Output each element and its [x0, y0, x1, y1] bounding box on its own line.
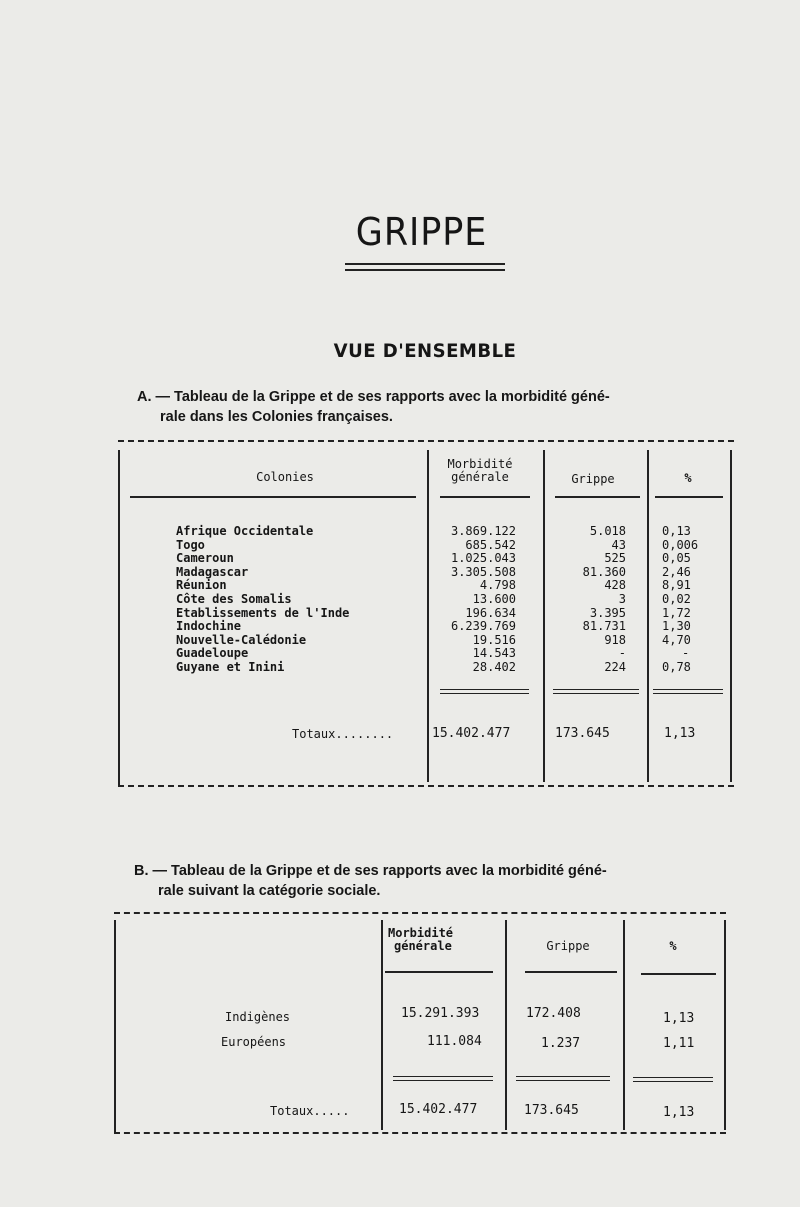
table-cell: 15.291.393 [401, 1006, 480, 1021]
table-a-header-rule-percent [655, 496, 723, 498]
title-underline-top [345, 263, 505, 265]
table-row: Etablissements de l'Inde [176, 605, 350, 620]
table-a-percent-list [662, 525, 698, 675]
table-cell: 81.360 [582, 564, 626, 579]
table-b-totaux-percent: 1,13 [663, 1105, 695, 1120]
table-a-header-rule-colonies [130, 496, 416, 498]
table-cell: 81.731 [582, 619, 626, 634]
table-a-totaux-label: Totaux........ [292, 727, 394, 741]
table-b-bottom-border [114, 1132, 726, 1134]
table-a-top-border [118, 440, 734, 442]
table-b-col-divider-3 [623, 920, 625, 1130]
table-cell: 19.516 [472, 632, 516, 647]
table-cell: 3.305.508 [450, 564, 516, 579]
table-a-total-rule-grippe [553, 689, 639, 694]
table-cell: 3 [618, 591, 626, 606]
table-b-totaux-grippe: 173.645 [524, 1103, 579, 1118]
table-cell: 2,46 [662, 564, 691, 579]
table-cell: 428 [604, 578, 626, 593]
table-a-grippe-list [548, 525, 626, 675]
table-b-header-morbidite-line2: générale [394, 939, 452, 953]
table-b-header-morbidite-line1: Morbidité [388, 926, 454, 940]
table-a-totaux-percent: 1,13 [664, 726, 696, 741]
table-row: Côte des Somalis [176, 591, 292, 606]
table-a-right-border [730, 450, 732, 782]
table-row: Guadeloupe [176, 646, 249, 661]
table-cell: 8,91 [662, 578, 691, 593]
table-row: Européens [221, 1035, 287, 1049]
table-cell: 1.237 [541, 1036, 581, 1051]
table-a-colonies-list [176, 525, 349, 675]
table-a-header-rule-morbidite [440, 496, 530, 498]
table-row: Guyane et Inini [176, 659, 285, 674]
table-cell: 5.018 [589, 524, 626, 538]
table-cell: - [618, 646, 626, 661]
table-row: Madagascar [176, 564, 249, 579]
table-row: Réunion [176, 578, 227, 593]
table-cell: 28.402 [472, 659, 516, 674]
table-cell: 0,006 [662, 537, 699, 552]
table-cell: 43 [611, 537, 626, 552]
table-b-col-divider-2 [505, 920, 507, 1130]
table-b-top-border [114, 912, 726, 914]
table-a-totaux-morbidite: 15.402.477 [432, 726, 511, 741]
table-row: Togo [176, 537, 205, 552]
table-b-total-rule-morbidite [393, 1076, 493, 1081]
table-cell: 0,13 [662, 524, 691, 538]
table-b-header-grippe: Grippe [546, 939, 590, 953]
table-cell: 4.798 [479, 578, 516, 593]
section-subtitle: VUE D'ENSEMBLE [333, 340, 517, 362]
table-row: Afrique Occidentale [176, 524, 314, 538]
table-row: Indochine [176, 619, 242, 634]
table-row: Nouvelle-Calédonie [176, 632, 307, 647]
table-a-morbidite-list [425, 525, 516, 675]
table-b-header-rule-morbidite [385, 971, 493, 973]
table-a-total-rule-percent [653, 689, 723, 694]
table-a-header-percent: % [684, 471, 692, 485]
table-row: Cameroun [176, 551, 234, 566]
table-a-header-morbidite-line2: générale [451, 470, 509, 484]
table-cell: 4,70 [662, 632, 691, 647]
table-a-col-divider-2 [543, 450, 545, 782]
table-cell: 6.239.769 [450, 619, 516, 634]
table-cell: 0,78 [662, 659, 691, 674]
table-b-col-divider-1 [381, 920, 383, 1130]
table-a-header-colonies: Colonies [256, 470, 314, 484]
table-b-totaux-morbidite: 15.402.477 [399, 1102, 478, 1117]
table-b-total-rule-percent [633, 1077, 713, 1082]
table-a-caption-line1: A. — Tableau de la Grippe et de ses rapports avec la morbidité géné- [137, 389, 610, 405]
table-b-header-rule-percent [641, 973, 716, 975]
table-cell: 1,13 [663, 1011, 695, 1026]
table-a-caption-line2: rale dans les Colonies françaises. [160, 409, 393, 425]
table-cell: 3.395 [589, 605, 626, 620]
table-a-col-divider-3 [647, 450, 649, 782]
table-cell: 196.634 [465, 605, 516, 620]
table-cell: - [682, 646, 690, 661]
table-cell: 1.025.043 [450, 551, 516, 566]
table-b-caption-line1: B. — Tableau de la Grippe et de ses rapports avec la morbidité géné- [134, 863, 607, 879]
table-b-totaux-label: Totaux..... [270, 1104, 350, 1118]
table-b-right-border [724, 920, 726, 1130]
table-b-header-rule-grippe [525, 971, 617, 973]
table-cell: 1,11 [663, 1036, 695, 1051]
table-cell: 525 [604, 551, 626, 566]
table-cell: 172.408 [526, 1006, 581, 1021]
table-row: Indigènes [225, 1010, 291, 1024]
table-cell: 1,72 [662, 605, 691, 620]
table-cell: 224 [604, 659, 626, 674]
page-title: GRIPPE [355, 210, 488, 254]
title-underline-bottom [345, 269, 505, 271]
table-b-header-percent: % [669, 939, 677, 953]
table-cell: 1,30 [662, 619, 691, 634]
table-cell: 111.084 [427, 1034, 482, 1049]
table-cell: 0,02 [662, 591, 691, 606]
table-a-header-rule-grippe [555, 496, 640, 498]
table-cell: 3.869.122 [450, 524, 516, 538]
table-cell: 918 [604, 632, 626, 647]
table-cell: 13.600 [472, 591, 516, 606]
table-cell: 685.542 [465, 537, 516, 552]
table-b-caption-line2: rale suivant la catégorie sociale. [158, 883, 381, 899]
table-cell: 14.543 [472, 646, 516, 661]
table-cell: 0,05 [662, 551, 691, 566]
table-b-left-border [114, 920, 116, 1132]
table-b-total-rule-grippe [516, 1076, 610, 1081]
table-a-totaux-grippe: 173.645 [555, 726, 610, 741]
table-a-header-grippe: Grippe [571, 472, 615, 486]
table-a-total-rule-morbidite [440, 689, 529, 694]
table-a-left-border [118, 450, 120, 785]
table-a-bottom-border [118, 785, 734, 787]
table-a-header-morbidite-line1: Morbidité [447, 457, 513, 471]
